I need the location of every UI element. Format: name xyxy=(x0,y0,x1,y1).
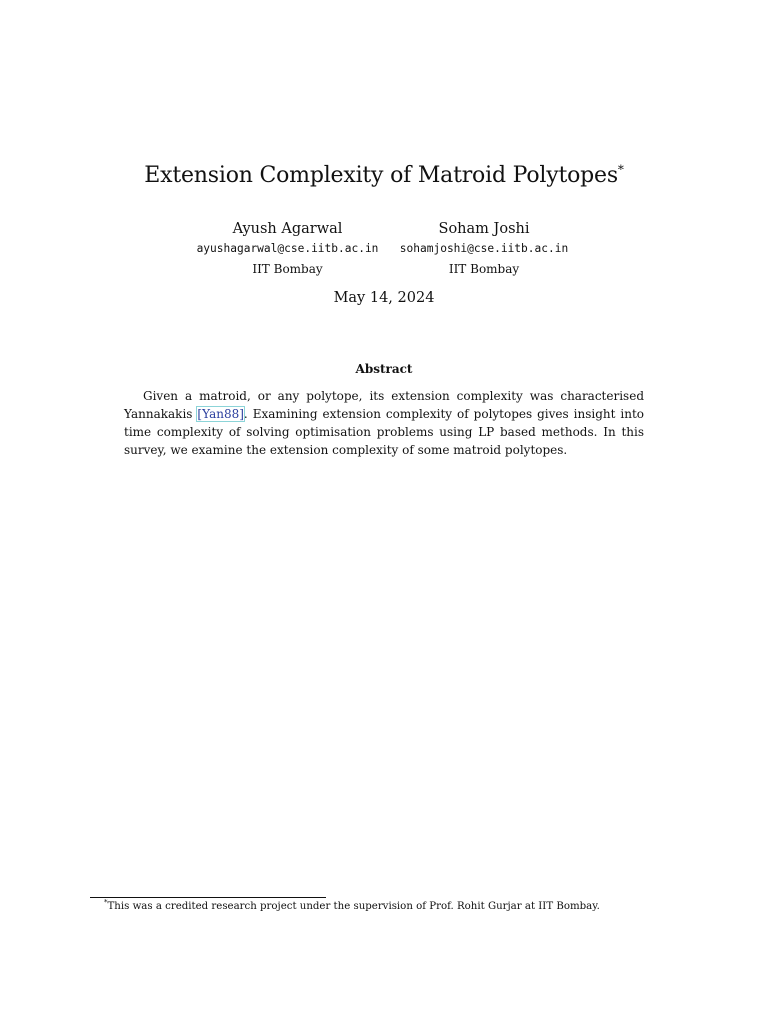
footnote-divider xyxy=(90,897,326,898)
title-footnote-marker: * xyxy=(617,162,624,177)
paper-title xyxy=(0,163,768,188)
footnote-marker: * xyxy=(104,898,108,907)
author-name: Ayush Agarwal xyxy=(232,221,343,237)
abstract-text-part-1: Given a matroid, or any polytope, its extension complexity was characterised Yannakakis xyxy=(124,389,644,421)
abstract-heading: Abstract xyxy=(355,362,413,376)
author-block-2 xyxy=(392,219,576,279)
author-affiliation: IIT Bombay xyxy=(252,262,323,276)
abstract-text-part-2: . Examining extension complexity of polytopes gives insight into time complexity of solving optimisation problems using LP based methods. In this survey, we examine the extension complexity of some matroid polytopes. xyxy=(124,407,644,457)
author-email: ayushagarwal@cse.iitb.ac.in xyxy=(196,242,379,255)
citation-link[interactable]: [Yan88] xyxy=(197,407,244,421)
abstract-body xyxy=(124,387,644,459)
author-email: sohamjoshi@cse.iitb.ac.in xyxy=(399,242,569,255)
paper-title-text: Extension Complexity of Matroid Polytopes xyxy=(144,163,618,188)
footnote xyxy=(104,898,704,912)
paper-date: May 14, 2024 xyxy=(333,290,435,306)
author-affiliation: IIT Bombay xyxy=(448,262,520,276)
footnote-text: This was a credited research project under the supervision of Prof. Rohit Gurjar at IIT Bombay. xyxy=(107,901,600,912)
author-name: Soham Joshi xyxy=(438,221,530,237)
author-block-1 xyxy=(185,219,390,279)
